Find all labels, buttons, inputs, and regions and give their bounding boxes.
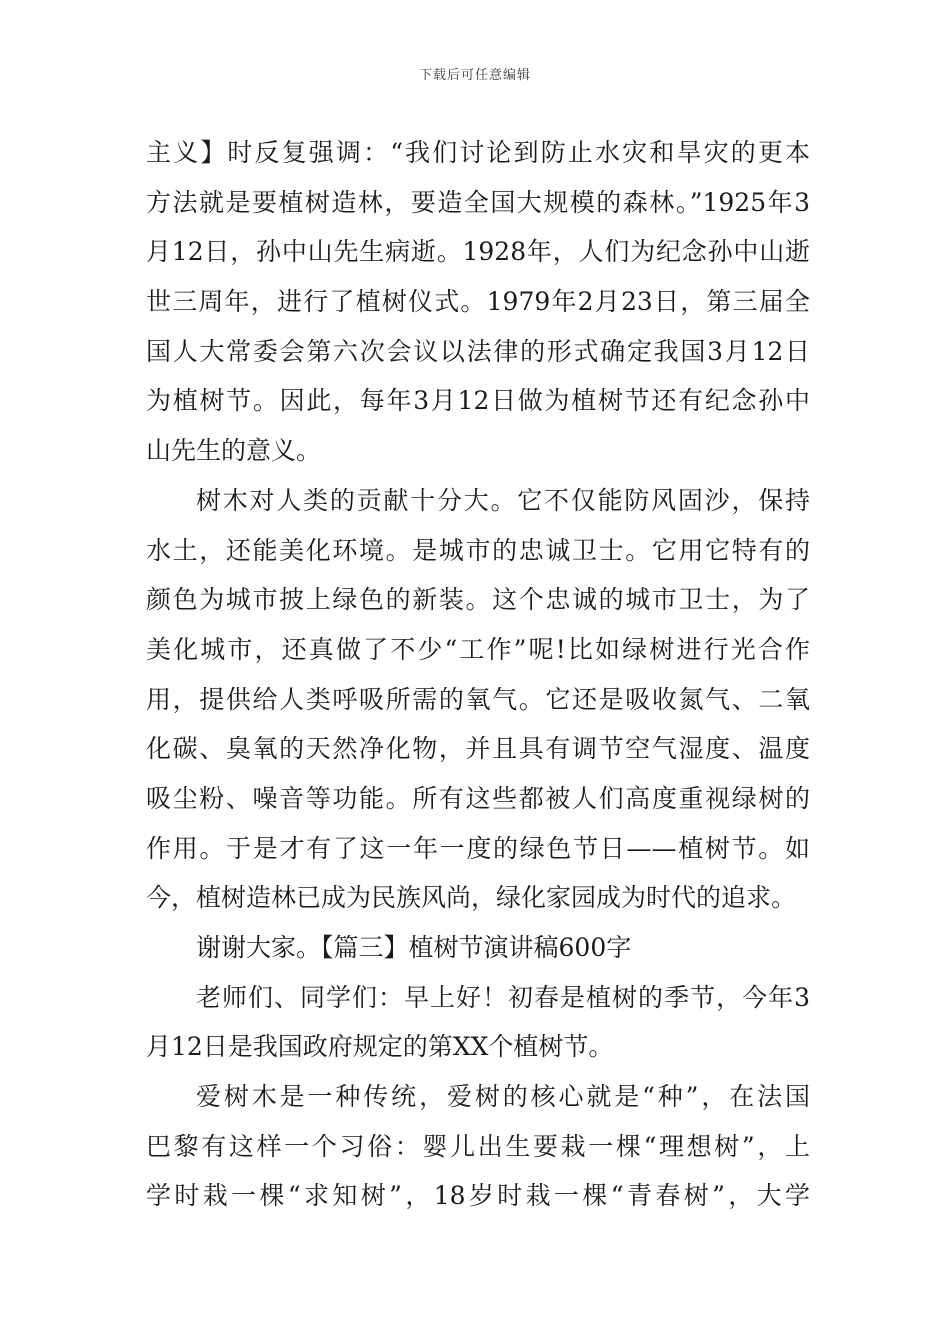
- text-line: 用，提供给人类呼吸所需的氧气。它还是吸收氮气、二氧: [146, 684, 810, 714]
- paragraph-tree-contribution: [146, 476, 810, 923]
- text-line: 方法就是要植树造林，要造全国大规模的森林。”1925年3: [146, 187, 810, 217]
- text-line: 树木对人类的贡献十分大。它不仅能防风固沙，保持: [196, 485, 810, 515]
- text-line: 化碳、臭氧的天然净化物，并且具有调节空气湿度、温度: [146, 734, 810, 764]
- text-line: 为植树节。因此，每年3月12日做为植树节还有纪念孙中: [146, 386, 810, 416]
- text-line: 月12日是我国政府规定的第XX个植树节。: [146, 1032, 614, 1062]
- paragraph-sun-yatsen: [146, 128, 810, 476]
- text-line: 美化城市，还真做了不少“工作”呢!比如绿树进行光合作: [146, 634, 810, 664]
- text-line: 吸尘粉、噪音等功能。所有这些都被人们高度重视绿树的: [146, 783, 810, 813]
- text-line: 巴黎有这样一个习俗：婴儿出生要栽一棵“理想树”，上: [146, 1131, 810, 1161]
- paragraph-section-heading: [146, 923, 810, 973]
- page-header: 下载后可任意编辑: [418, 68, 531, 83]
- text-line: 山先生的意义。: [146, 436, 322, 466]
- text-line: 月12日，孙中山先生病逝。1928年，人们为纪念孙中山逝: [146, 237, 810, 267]
- section-heading-line: 谢谢大家。【篇三】植树节演讲稿600字: [196, 933, 632, 962]
- paragraph-love-trees: [146, 1072, 810, 1221]
- paragraph-greeting: [146, 973, 810, 1072]
- text-line: 水土，还能美化环境。是城市的忠诚卫士。它用它特有的: [146, 535, 810, 565]
- text-line: 世三周年，进行了植树仪式。1979年2月23日，第三届全: [146, 287, 810, 317]
- text-line: 学时栽一棵“求知树”，18岁时栽一棵“青春树”，大学: [146, 1181, 810, 1211]
- text-line: 爱树木是一种传统，爱树的核心就是“种”，在法国: [196, 1082, 810, 1112]
- text-line: 颜色为城市披上绿色的新装。这个忠诚的城市卫士，为了: [146, 585, 810, 615]
- document-body: [146, 128, 810, 1221]
- text-line: 老师们、同学们：早上好！初春是植树的季节，今年3: [196, 982, 810, 1012]
- text-line: 作用。于是才有了这一年一度的绿色节日——植树节。如: [146, 833, 810, 863]
- text-line: 今，植树造林已成为民族风尚，绿化家园成为时代的追求。: [146, 883, 797, 913]
- text-line: 主义】时反复强调：“我们讨论到防止水灾和旱灾的更本: [146, 138, 810, 167]
- text-line: 国人大常委会第六次会议以法律的形式确定我国3月12日: [146, 336, 810, 366]
